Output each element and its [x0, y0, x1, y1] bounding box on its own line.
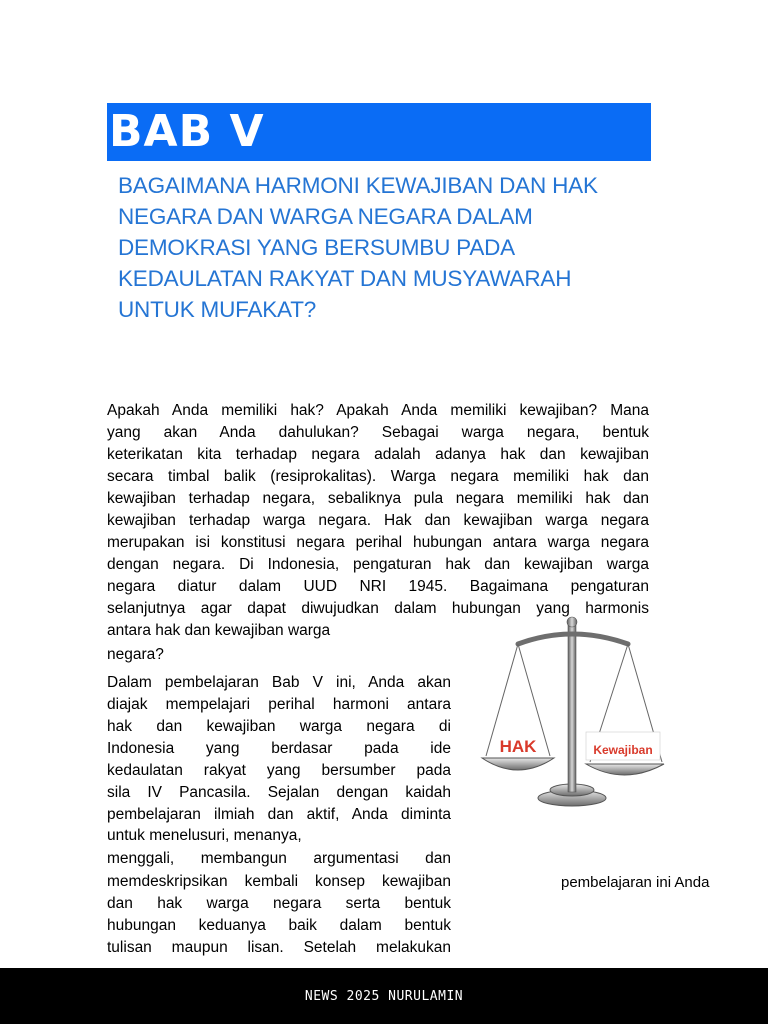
chapter-title-line: DEMOKRASI YANG BERSUMBU PADA [118, 235, 515, 260]
second-paragraph [107, 672, 451, 845]
paragraph-line: kewajiban terhadap warga negara. Hak dan kewajiban warga negara [107, 512, 649, 529]
right-pan-label: Kewajiban [593, 743, 653, 757]
paragraph-line: Indonesia yang berdasar pada ide [107, 740, 451, 757]
paragraph-line: hubungan keduanya baik dalam bentuk [107, 917, 451, 934]
paragraph-line: negara? [107, 646, 164, 663]
paragraph-line: dan hak warga negara serta bentuk [107, 895, 451, 912]
scale-left-pan [482, 758, 554, 770]
footer-text: NEWS 2025 NURULAMIN [304, 989, 464, 1004]
paragraph-line: diajak mempelajari perihal harmoni antara [107, 696, 451, 713]
intro-paragraph-tail [107, 619, 407, 667]
paragraph-line: kewajiban terhadap negara, sebaliknya pula negara memiliki hak dan [107, 490, 649, 507]
second-paragraph-continued [107, 847, 451, 959]
paragraph-line: selanjutnya agar dapat diwujudkan dalam hubungan yang harmonis [107, 600, 649, 617]
chapter-title-line: BAGAIMANA HARMONI KEWAJIBAN DAN HAK [118, 173, 598, 198]
paragraph-line: merupakan isi konstitusi negara perihal hubungan antara warga negara [107, 534, 649, 551]
paragraph-line: hak dan kewajiban warga negara di [107, 718, 451, 735]
paragraph-line: secara timbal balik (resiprokalitas). Warga negara memiliki hak dan [107, 468, 649, 485]
chapter-banner [107, 103, 651, 161]
paragraph-line: Apakah Anda memiliki hak? Apakah Anda memiliki kewajiban? Mana [107, 402, 649, 419]
paragraph-line: Dalam pembelajaran Bab V ini, Anda akan [107, 674, 451, 691]
paragraph-line: untuk menelusuri, menanya, [107, 827, 302, 844]
scale-right-pan [586, 764, 664, 775]
paragraph-line: negara diatur dalam UUD NRI 1945. Bagaimana pengaturan [107, 578, 649, 595]
chapter-title-line: UNTUK MUFAKAT? [118, 297, 317, 322]
balance-scale-icon [478, 610, 668, 810]
paragraph-line: keterikatan kita terhadap negara adalah adanya hak dan kewajiban [107, 446, 649, 463]
paragraph-line: dengan negara. Di Indonesia, pengaturan hak dan kewajiban warga [107, 556, 649, 573]
chapter-label: BAB V [109, 106, 265, 157]
paragraph-line: pembelajaran ilmiah dan aktif, Anda diminta [107, 806, 451, 823]
chapter-title [118, 170, 638, 325]
side-note: pembelajaran ini Anda [561, 874, 710, 891]
paragraph-line: memdeskripsikan kembali konsep kewajiban [107, 873, 451, 890]
scale-pillar [568, 624, 576, 792]
chapter-title-line: NEGARA DAN WARGA NEGARA DALAM [118, 204, 533, 229]
paragraph-line: sila IV Pancasila. Sejalan dengan kaidah [107, 784, 451, 801]
intro-paragraph [107, 400, 649, 620]
paragraph-line: antara hak dan kewajiban warga [107, 622, 331, 639]
left-pan-label: HAK [499, 737, 537, 756]
paragraph-line: tulisan maupun lisan. Setelah melakukan [107, 939, 451, 956]
footer-bar [0, 968, 768, 1024]
paragraph-line: menggali, membangun argumentasi dan [107, 850, 451, 867]
paragraph-line: yang akan Anda dahulukan? Sebagai warga negara, bentuk [107, 424, 649, 441]
paragraph-line: kedaulatan rakyat yang bersumber pada [107, 762, 451, 779]
chapter-title-line: KEDAULATAN RAKYAT DAN MUSYAWARAH [118, 266, 572, 291]
